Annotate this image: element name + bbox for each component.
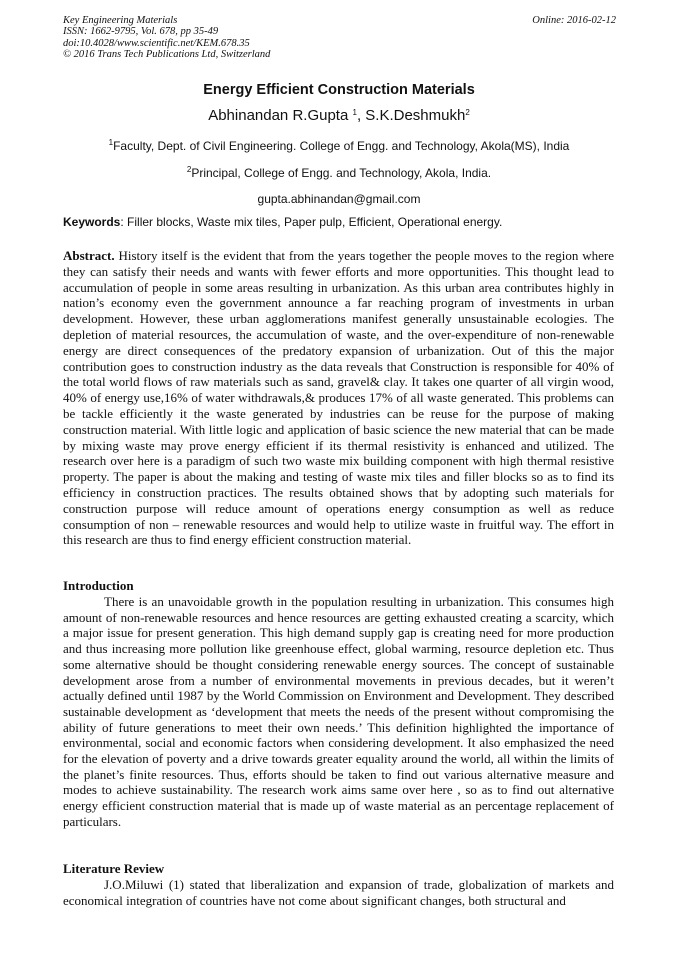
- author-1-sup: 1: [352, 108, 357, 117]
- journal-header: [63, 15, 616, 60]
- doi-line: doi:10.4028/www.scientific.net/KEM.678.35: [63, 37, 250, 49]
- affiliation-1: [0, 139, 678, 153]
- affiliation-2-sup: 2: [186, 165, 192, 174]
- abstract: [63, 248, 614, 548]
- introduction-heading: Introduction: [63, 578, 134, 593]
- literature-review-text: J.O.Miluwi (1) stated that liberalization and expansion of trade, globalization of markets and economical integration of countries have not come about significant changes, both structural and: [63, 877, 614, 908]
- journal-name: Key Engineering Materials: [63, 15, 178, 26]
- author-email[interactable]: gupta.abhinandan@gmail.com: [257, 192, 421, 206]
- introduction-text: There is an unavoidable growth in the population resulting in urbanization. This consumes high amount of non-renewable resources and hence resources are getting exhausted creating a scarcity, which a major issue for present generation. This high demand supply gap is creating need for more production and thus increasing more pollution like greenhouse effect, global warming, resource depletion etc. Thus some alternative should be thought considering renewable energy sources. The concept of sustainable development arose from a number of environmental movements in previous decades, but it weren’t actually defined until 1987 by the World Commission on Environment and Development. They described sustainable development as ‘development that meets the needs of the present without compromising the ability of future generations to meet their own needs.’ This definition highlighted the importance of environmental, social and economic factors when considering development. It also emphasized the need for the elevation of poverty and a drive towards greater equality around the world, all within the limits of the planet’s finite resources. Thus, efforts should be taken to find out various alternative measure and modes to achieve sustainability. The research work aims same over here , so as to find out alternative energy efficient construction material that is made up of waste material as an percentage replacement of particulars.: [63, 594, 614, 829]
- copyright-line: © 2016 Trans Tech Publications Ltd, Switzerland: [63, 48, 271, 60]
- author-1: Abhinandan R.Gupta: [208, 107, 349, 124]
- author-2: , S.K.Deshmukh: [356, 107, 466, 124]
- online-date: Online: 2016-02-12: [532, 15, 616, 26]
- abstract-label: Abstract.: [63, 248, 115, 263]
- abstract-text: History itself is the evident that from the years together the people moves to the region where they can satisfy their needs and wants with fewer efforts and more opportunities. This thought lead to accumulation of people in some areas resulting in urbanization. As this urban area contributes highly in nation’s economy even the government announce a far reaching program of investments in urban development. However, these urban agglomerations manifest generally unsustainable ecologies. The depletion of material resources, the accumulation of waste, and the over-expenditure of non-renewable energy are direct consequences of the predatory expansion of urbanization. Out of this the major contribution goes to construction industry as the data reveals that Construction is responsible for 40% of the total world flows of raw materials such as sand, gravel& clay. It takes one quarter of all virgin wood, 40% of energy use,16% of water withdrawals,& produces 17% of all waste generated. This problems can be tackle efficiently it the waste generated by industries can be reuse for the purpose of making construction material. With little logic and application of basic science the new material that can be made by mixing waste may prove energy efficient if its thermal resistivity is enhanced and utilized. The research over here is a paradigm of such two waste mix building component with high thermal resistive property. The paper is about the making and testing of waste mix tiles and filler blocks so as to find its efficiency in construction practices. The results obtained shows that by adopting such materials for construction purpose will reduce amount of operations energy consumption as well as reduce consumption of non – renewable resources and would help to utilize waste in fruitful way. The effort in this research are thus to find energy efficient construction material.: [63, 248, 614, 548]
- author-2-sup: 2: [465, 108, 470, 117]
- keywords-text: : Filler blocks, Waste mix tiles, Paper pulp, Efficient, Operational energy.: [120, 215, 503, 229]
- affiliation-1-sup: 1: [108, 138, 114, 147]
- keywords-label: Keywords: [63, 215, 121, 229]
- issn-line: ISSN: 1662-9795, Vol. 678, pp 35-49: [63, 26, 219, 38]
- paper-title: Energy Efficient Construction Materials: [203, 82, 475, 98]
- keywords: [63, 215, 616, 229]
- affiliation-2: [0, 166, 678, 180]
- author-line: [0, 107, 678, 124]
- affiliation-1-text: Faculty, Dept. of Civil Engineering. College of Engg. and Technology, Akola(MS), India: [113, 139, 570, 153]
- affiliation-2-text: Principal, College of Engg. and Technology, Akola, India.: [191, 166, 492, 180]
- literature-review-heading: Literature Review: [63, 861, 165, 876]
